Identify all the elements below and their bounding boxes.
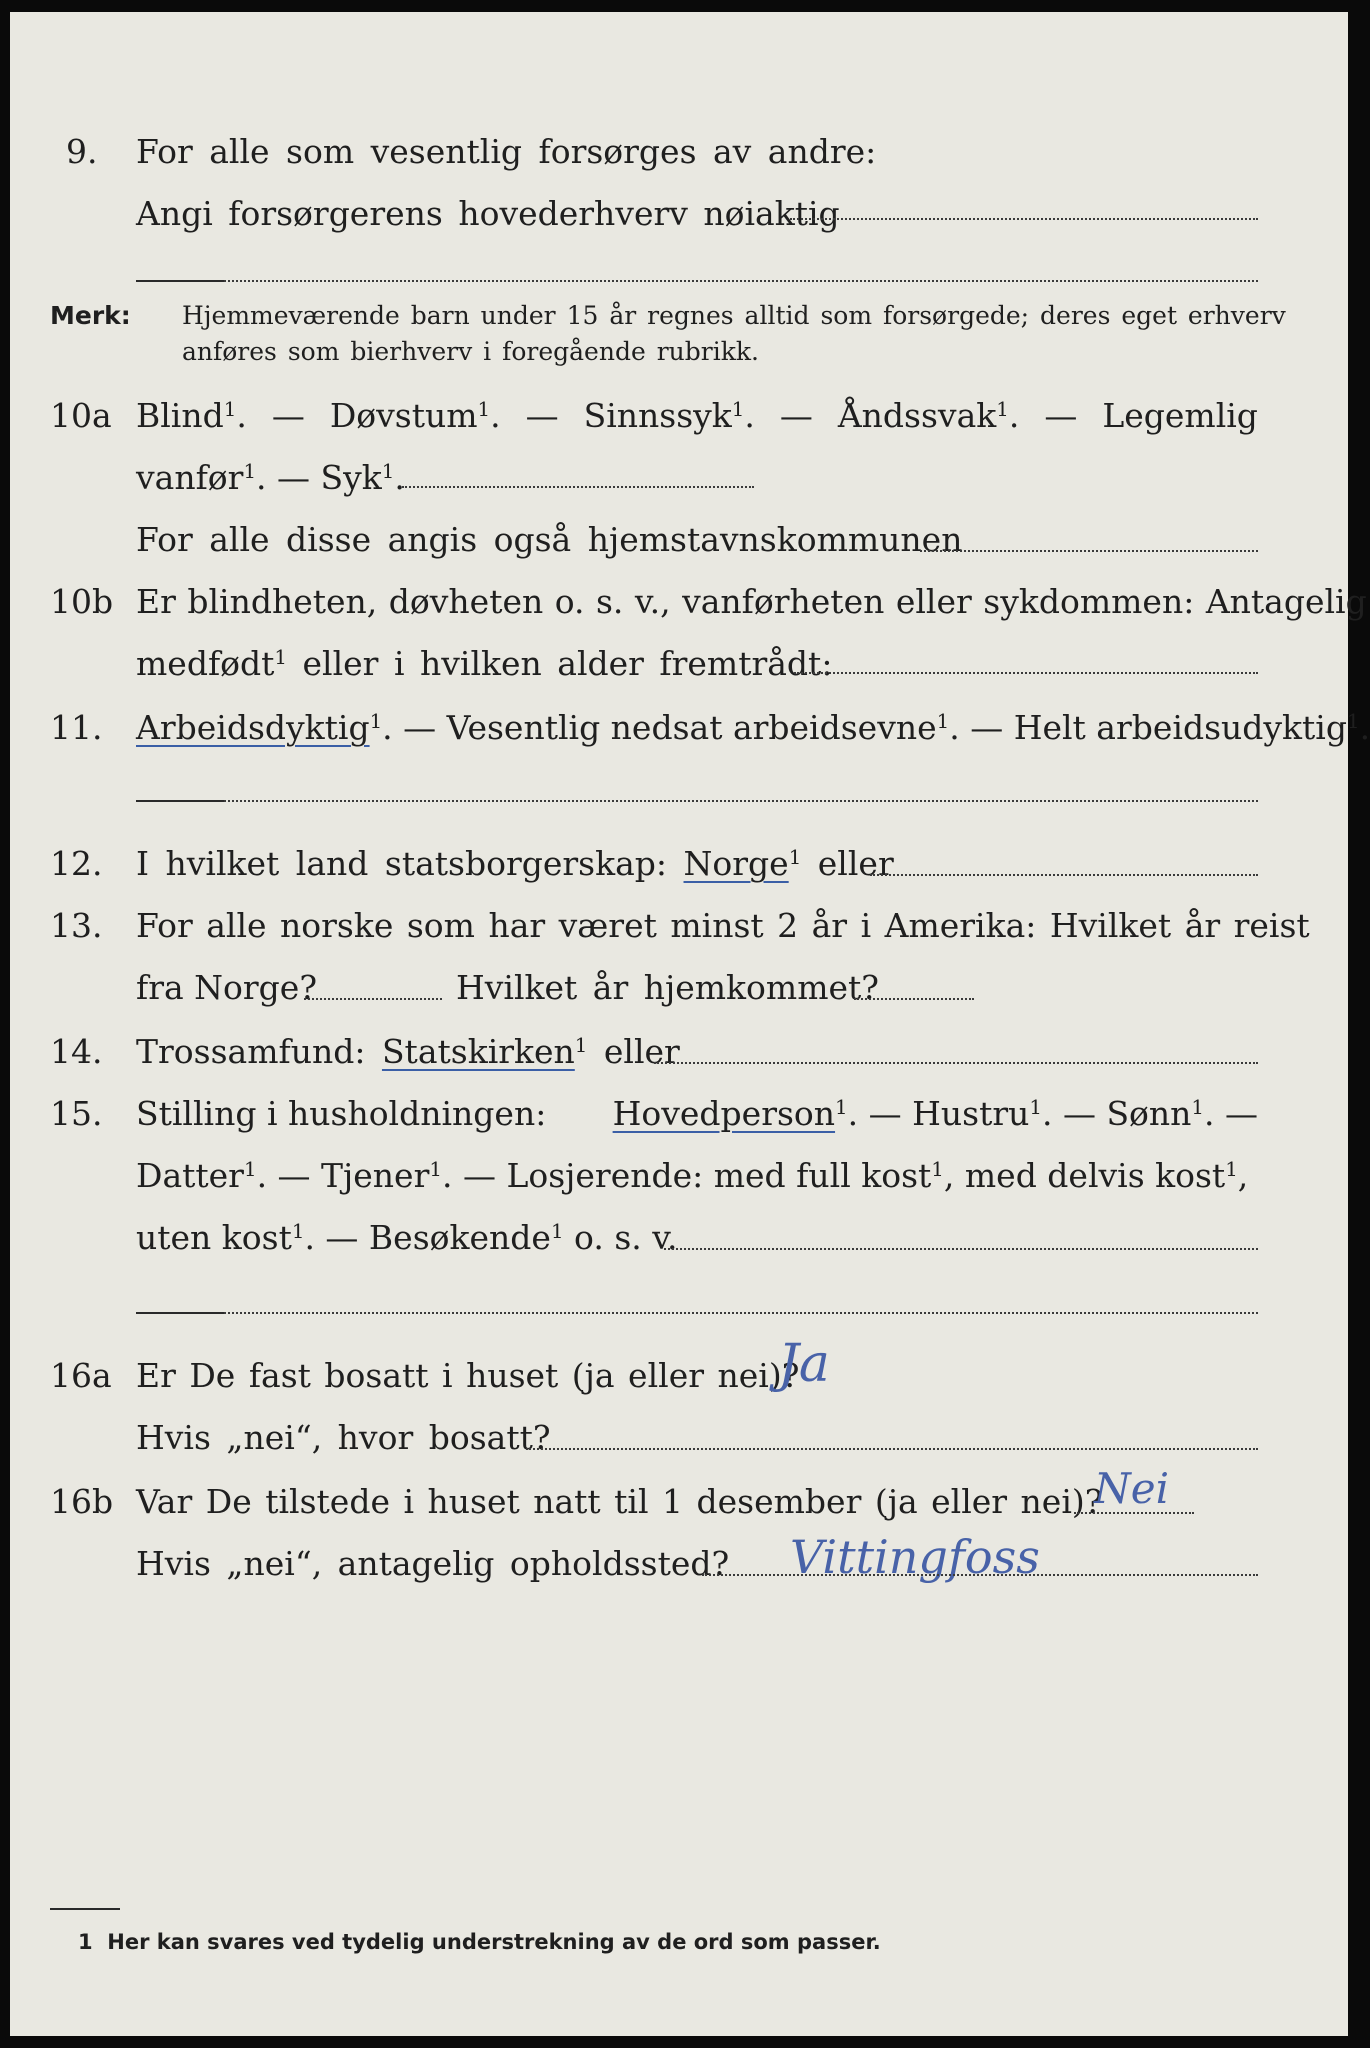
- q15-line3: uten kost$^1$. — Besøkende$^1$ o. s. v.: [136, 1218, 678, 1257]
- q16a-number: 16a: [50, 1356, 112, 1395]
- q13-line2b: Hvilket år hjemkommet?: [456, 968, 879, 1007]
- q11-number: 11.: [50, 708, 103, 747]
- q10a-andssvak: Åndssvak$^1$.: [837, 396, 1020, 435]
- q16a-handwritten-answer: Ja: [778, 1334, 830, 1394]
- q11-arbeidsdyktig-underlined: Arbeidsdyktig: [136, 708, 370, 747]
- q9-answer-line: [790, 218, 1258, 220]
- q16b-line2: Hvis „nei“, antagelig opholdssted?: [136, 1544, 730, 1583]
- merk-label: Merk:: [50, 301, 131, 330]
- q16b-answer-line: [1074, 1512, 1194, 1514]
- q13-number: 13.: [50, 906, 103, 945]
- q14-line: Trossamfund: Statskirken$^1$ eller: [136, 1032, 680, 1071]
- q15-line1: Stilling i husholdningen: Hovedperson$^1$. — Hustru$^1$. — Sønn$^1$. —: [136, 1094, 1258, 1133]
- merk-line2: anføres som bierhverv i foregående rubrikk.: [182, 337, 759, 366]
- q10b-answer-line: [794, 672, 1258, 674]
- q10a-line3: For alle disse angis også hjemstavnskommunen: [136, 520, 963, 559]
- q13-line1: For alle norske som har været minst 2 år i Amerika: Hvilket år reist: [136, 906, 1310, 945]
- q10a-blind: Blind$^1$.: [136, 396, 247, 435]
- q10a-kommune-line: [920, 550, 1258, 552]
- q15-line2: Datter$^1$. — Tjener$^1$. — Losjerende: med full kost$^1$, med delvis kost$^1$,: [136, 1156, 1249, 1195]
- q10a-syk-line: [402, 486, 754, 488]
- q10a-sinnssyk: Sinnssyk$^1$.: [583, 396, 755, 435]
- q10a-number: 10a: [50, 396, 112, 435]
- q16b-number: 16b: [50, 1482, 114, 1521]
- q13-reist-line: [304, 998, 442, 1000]
- q16b-line1: Var De tilstede i huset natt til 1 desember (ja eller nei)?: [136, 1482, 1103, 1521]
- q12-line: I hvilket land statsborgerskap: Norge$^1$ eller: [136, 844, 894, 883]
- footnote: 1 Her kan svares ved tydelig understrekning av de ord som passer.: [78, 1930, 881, 1954]
- q10b-line2: medfødt$^1$ eller i hvilken alder fremtrådt:: [136, 644, 833, 683]
- q15-number: 15.: [50, 1094, 103, 1133]
- q11-line: Arbeidsdyktig$^1$. — Vesentlig nedsat arbeidsevne$^1$. — Helt arbeidsudyktig$^1$.: [136, 708, 1370, 747]
- q10a-line1: Blind$^1$. — Døvstum$^1$. — Sinnssyk$^1$. — Åndssvak$^1$. — Legemlig: [136, 396, 1258, 435]
- q16a-line2: Hvis „nei“, hvor bosatt?: [136, 1418, 551, 1457]
- q10a-legemlig: Legemlig: [1102, 396, 1258, 435]
- q14-answer-line: [654, 1062, 1258, 1064]
- q9-rule-solid: [136, 280, 224, 282]
- q12-norge-underlined: Norge: [683, 844, 789, 883]
- q11-rule-solid: [136, 800, 224, 802]
- q9-rule-dotted: [224, 280, 1258, 282]
- q13-line2a: fra Norge?: [136, 968, 318, 1007]
- q15-hovedperson-underlined: Hovedperson: [612, 1094, 836, 1133]
- q9-number: 9.: [66, 132, 98, 171]
- merk-line1: Hjemmeværende barn under 15 år regnes alltid som forsørgede; deres eget erhverv: [182, 301, 1286, 330]
- q12-answer-line: [870, 874, 1258, 876]
- q14-statskirken-underlined: Statskirken: [381, 1032, 575, 1071]
- q13-hjemkommet-line: [854, 998, 974, 1000]
- q15-rule-solid: [136, 1312, 224, 1314]
- q10b-number: 10b: [50, 582, 114, 621]
- q10b-line1: Er blindheten, døvheten o. s. v., vanførheten eller sykdommen: Antagelig: [136, 582, 1367, 621]
- q9-line1: For alle som vesentlig forsørges av andre:: [136, 132, 877, 171]
- q16a-answer-line: [526, 1448, 1258, 1450]
- q12-number: 12.: [50, 844, 103, 883]
- footnote-rule: [50, 1908, 120, 1910]
- q10a-line2: vanfør$^1$. — Syk$^1$.: [136, 458, 405, 497]
- q15-rule-dotted: [224, 1312, 1258, 1314]
- q16b-handwritten-answer: Nei: [1094, 1464, 1170, 1513]
- q16b-handwritten-place: Vittingfoss: [790, 1530, 1040, 1584]
- q10a-dovstum: Døvstum$^1$.: [329, 396, 501, 435]
- q15-answer-line: [664, 1248, 1258, 1250]
- q11-rule-dotted: [224, 800, 1258, 802]
- q16b-place-line: [702, 1574, 1258, 1576]
- q9-line2: Angi forsørgerens hovederhverv nøiaktig: [136, 194, 840, 233]
- q16a-line1: Er De fast bosatt i huset (ja eller nei)?: [136, 1356, 800, 1395]
- q14-number: 14.: [50, 1032, 103, 1071]
- census-form-page: [10, 12, 1370, 2036]
